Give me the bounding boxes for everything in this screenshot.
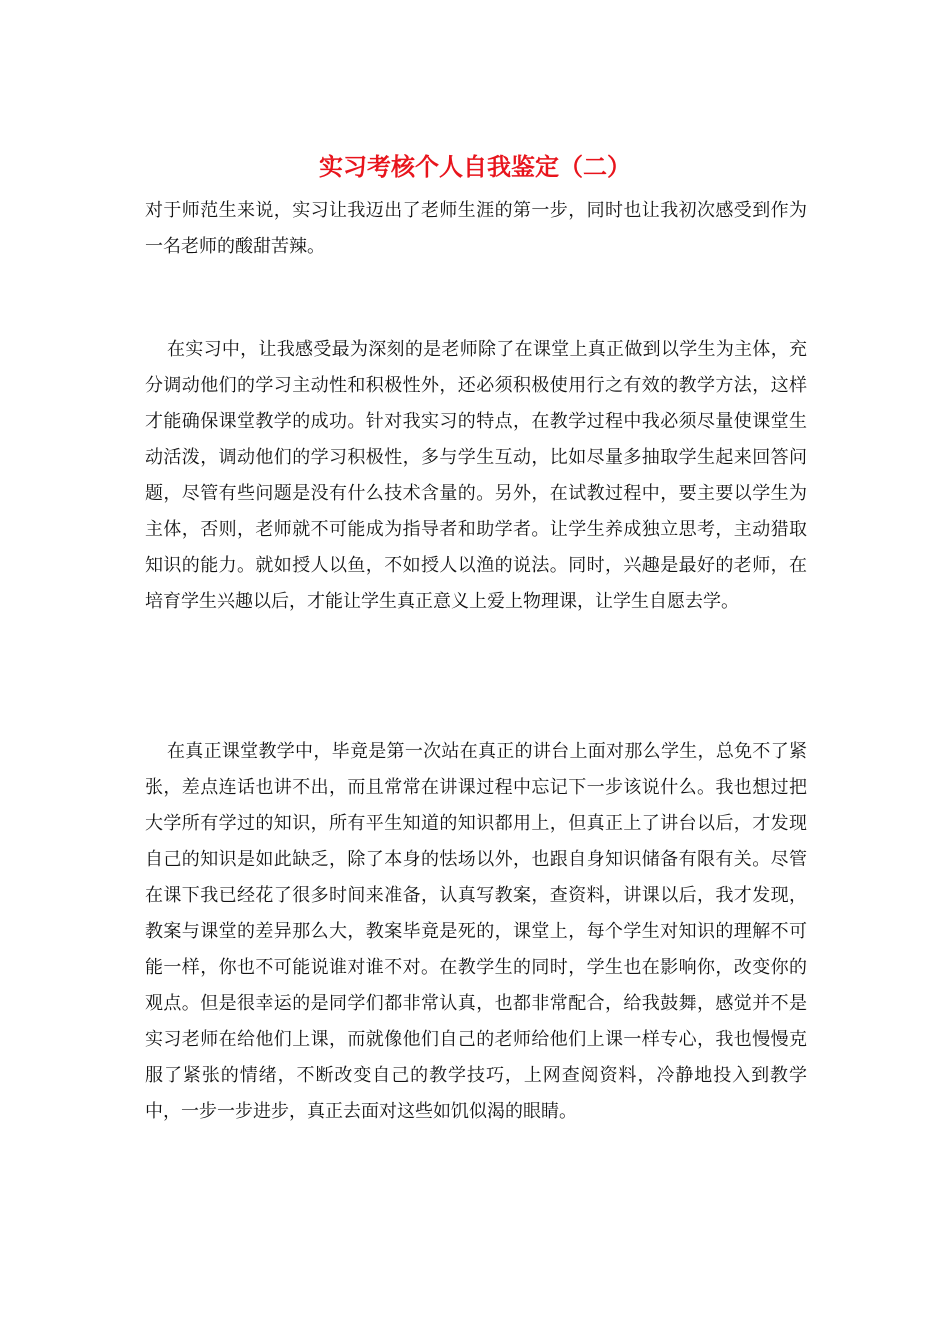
paragraph-classroom-experience: 在真正课堂教学中，毕竟是第一次站在真正的讲台上面对那么学生，总免不了紧张，差点连话也讲不出，而且常常在讲课过程中忘记下一步该说什么。我也想过把大学所有学过的知识，所有平生知道的知识都用上，但真正上了讲台以后，才发现自己的知识是如此缺乏，除了本身的怯场以外，也跟自身知识储备有限有关。尽管在课下我已经花了很多时间来准备，认真写教案，查资料，讲课以后，我才发现，教案与课堂的差异那么大，教案毕竟是死的，课堂上，每个学生对知识的理解不可能一样，你也不可能说谁对谁不对。在教学生的同时，学生也在影响你，改变你的观点。但是很幸运的是同学们都非常认真，也都非常配合，给我鼓舞，感觉并不是实习老师在给他们上课，而就像他们自己的老师给他们上课一样专心，我也慢慢克服了紧张的情绪，不断改变自己的教学技巧，上网查阅资料，冷静地投入到教学中，一步一步进步，真正去面对这些如饥似渴的眼睛。 (145, 741, 807, 1122)
paragraph-intro: 对于师范生来说，实习让我迈出了老师生涯的第一步，同时也让我初次感受到作为一名老师的酸甜苦辣。 (145, 200, 807, 257)
document-title: 实习考核个人自我鉴定（二） (319, 152, 631, 181)
paragraph-teaching-method: 在实习中，让我感受最为深刻的是老师除了在课堂上真正做到以学生为主体，充分调动他们的学习主动性和积极性外，还必须积极使用行之有效的教学方法，这样才能确保课堂教学的成功。针对我实习的特点，在教学过程中我必须尽量使课堂生动活泼，调动他们的学习积极性，多与学生互动，比如尽量多抽取学生起来回答问题，尽管有些问题是没有什么技术含量的。另外，在试教过程中，要主要以学生为主体，否则，老师就不可能成为指导者和助学者。让学生养成独立思考，主动猎取知识的能力。就如授人以鱼，不如授人以渔的说法。同时，兴趣是最好的老师，在培育学生兴趣以后，才能让学生真正意义上爱上物理课，让学生自愿去学。 (145, 339, 807, 612)
